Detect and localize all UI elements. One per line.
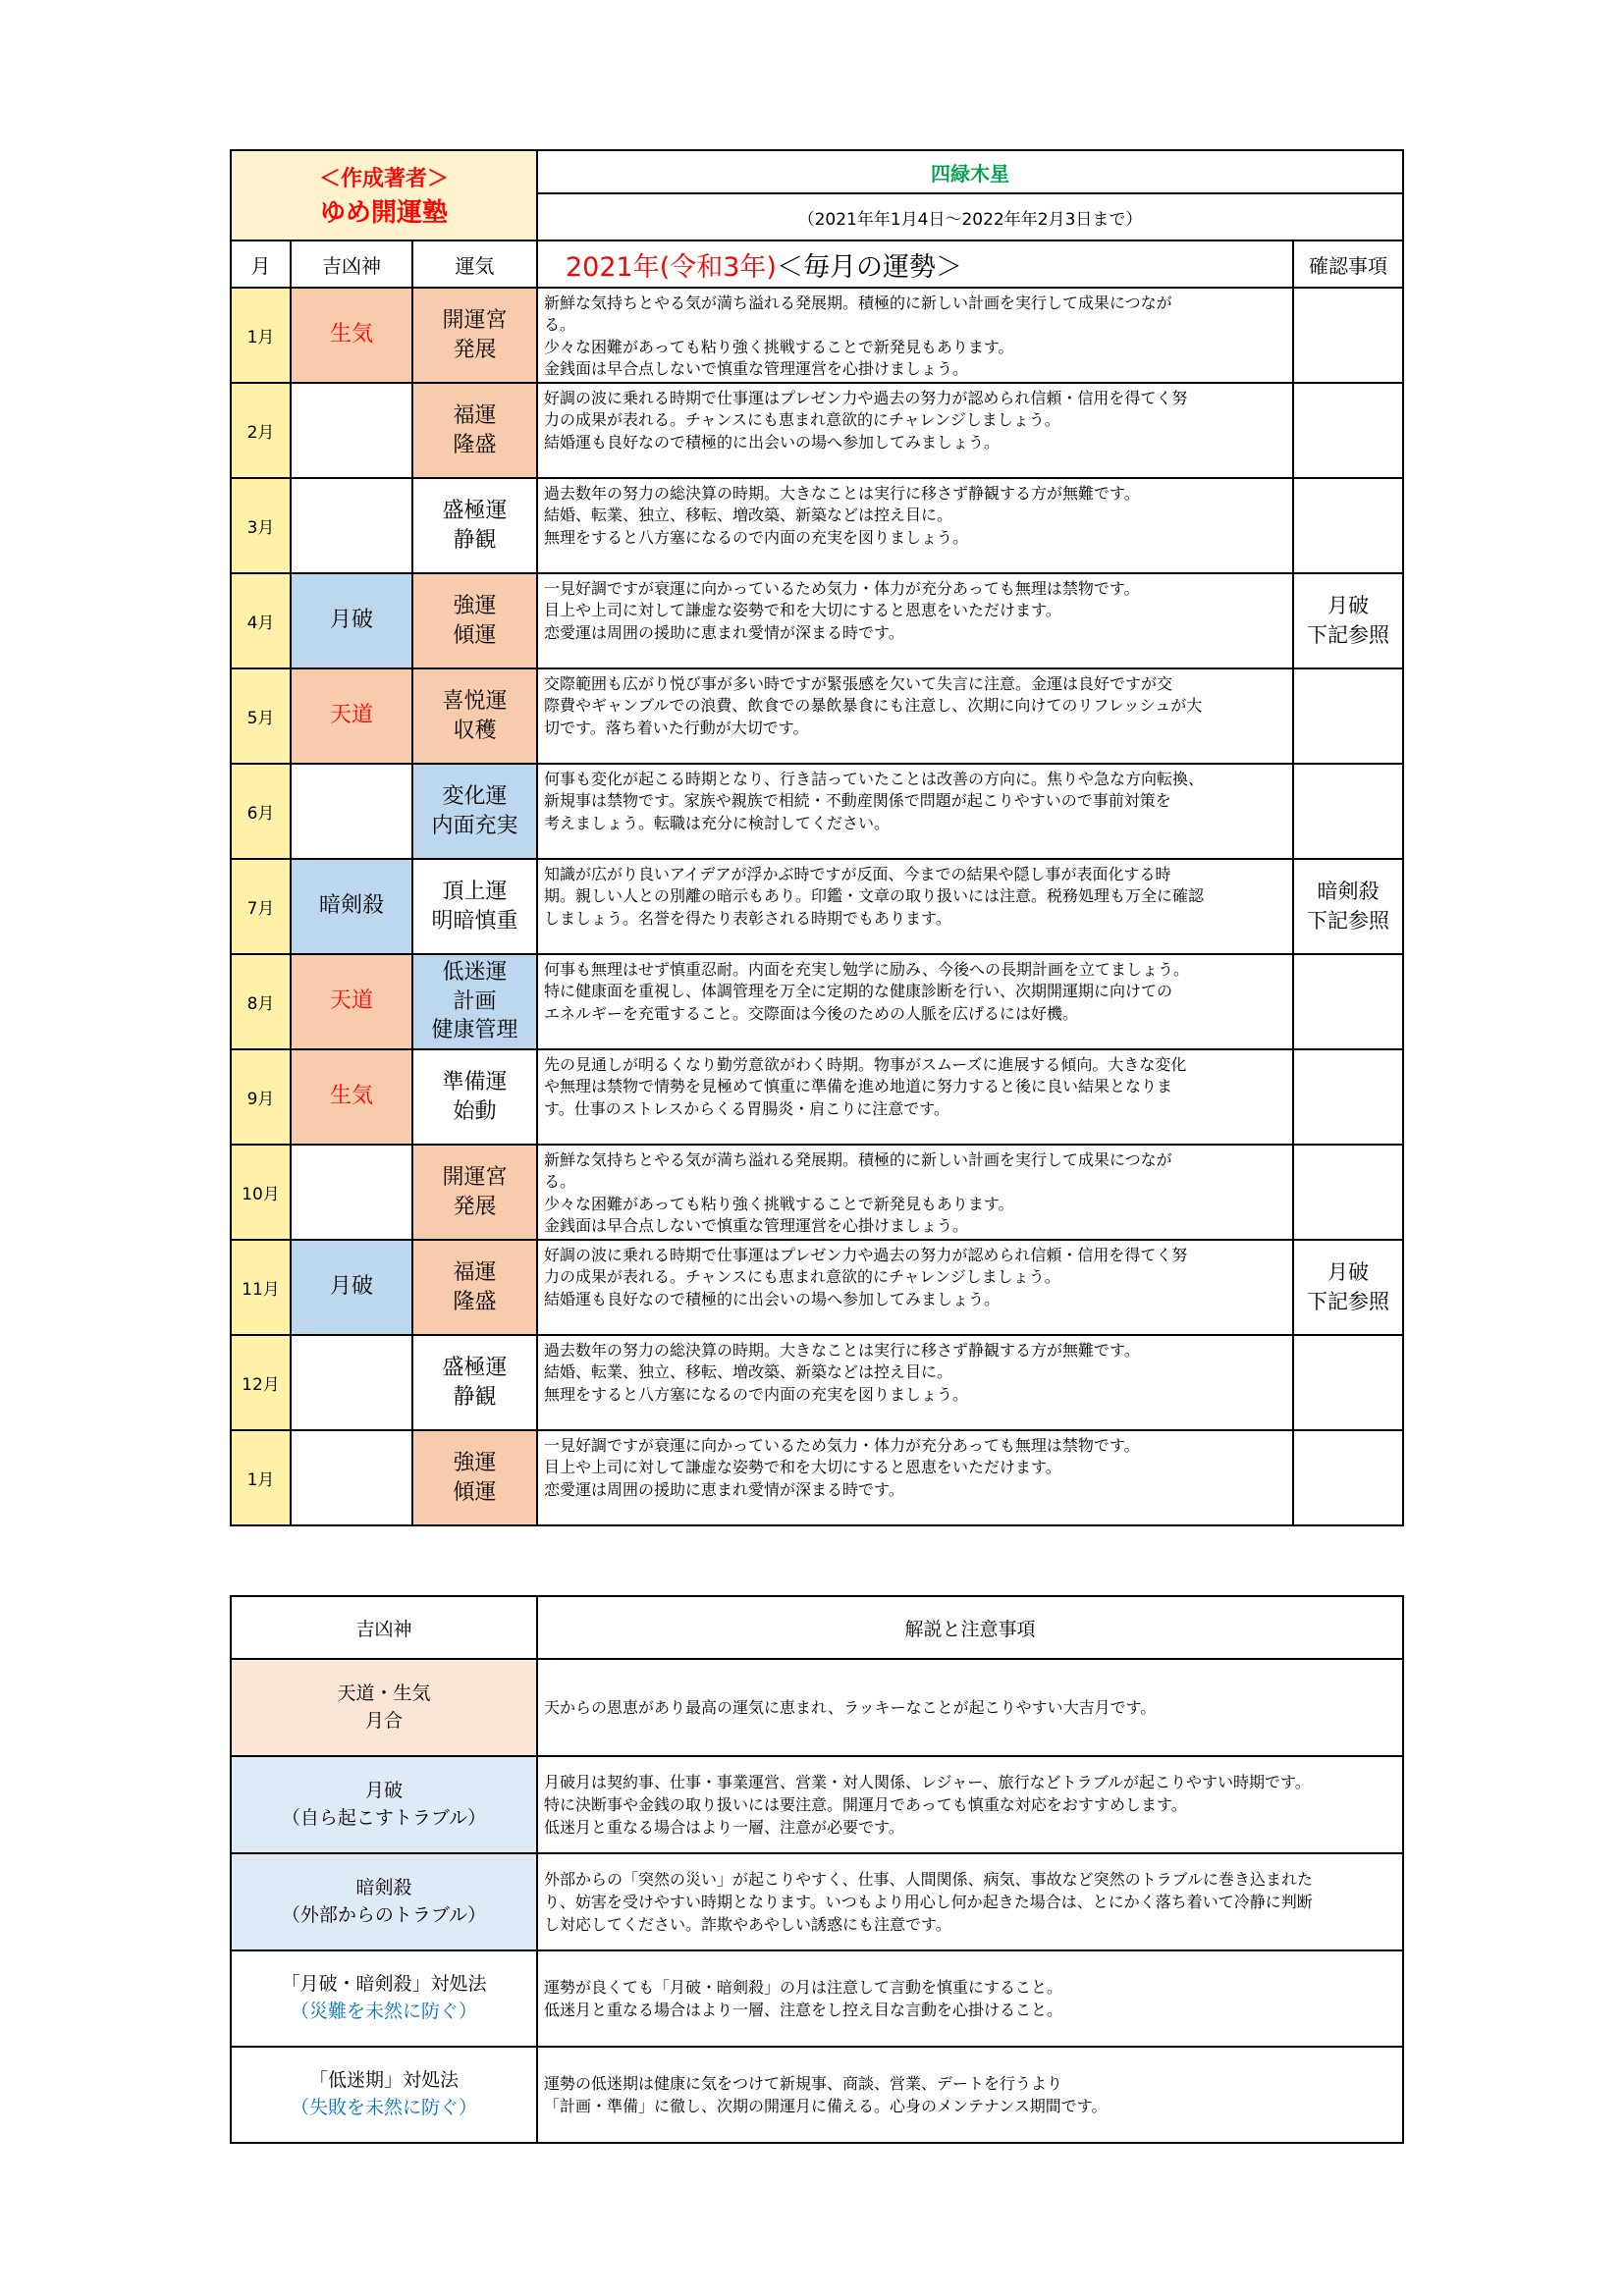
author-block xyxy=(231,150,537,240)
month-cell: 9月 xyxy=(231,1049,291,1145)
month-row xyxy=(231,1430,1403,1525)
description-cell xyxy=(537,954,1293,1049)
check-line: 月破 xyxy=(1327,1260,1369,1285)
period-text: （2021年年1月4日～2022年年2月3日まで） xyxy=(537,193,1403,240)
legend-description-cell xyxy=(537,2047,1403,2143)
check-cell xyxy=(1293,1049,1403,1145)
description-line: 新鮮な気持ちとやる気が満ち溢れる発展期。積極的に新しい計画を実行して成果につなが xyxy=(544,1150,1172,1169)
description-line: 新鮮な気持ちとやる気が満ち溢れる発展期。積極的に新しい計画を実行して成果につなが xyxy=(544,294,1172,312)
month-row xyxy=(231,1335,1403,1430)
fortune-line: 頂上運 xyxy=(442,879,508,904)
fortune-line: 盛極運 xyxy=(442,1355,508,1380)
legend-label-cell xyxy=(231,1756,537,1853)
month-row xyxy=(231,478,1403,573)
description-line: 無理をすると八方塞になるので内面の充実を図りましょう。 xyxy=(544,527,969,547)
description-line: 際費やギャンブルでの浪費、飲食での暴飲暴食にも注意し、次期に向けてのリフレッシュが大 xyxy=(544,696,1203,716)
description-line: 交際範囲も広がり悦び事が多い時ですが緊張感を欠いて失言に注意。金運は良好ですが交 xyxy=(544,674,1173,693)
description-line: 結婚運も良好なので積極的に出会いの場へ参加してみましょう。 xyxy=(544,1289,1001,1308)
month-cell: 1月 xyxy=(231,1430,291,1525)
description-line: 好調の波に乗れる時期で仕事運はプレゼン力や過去の努力が認められ信頼・信用を得てく努 xyxy=(544,1246,1188,1264)
check-cell xyxy=(1293,383,1403,478)
monthly-fortune-table xyxy=(230,149,1404,1526)
check-cell xyxy=(1293,573,1403,668)
description-line: 目上や上司に対して謙虚な姿勢で和を大切にすると恩恵をいただけます。 xyxy=(544,601,1061,620)
legend-row xyxy=(231,1950,1403,2047)
fortune-line: 隆盛 xyxy=(453,432,497,457)
description-line: 結婚、転業、独立、移転、増改築、新築などは控え目に。 xyxy=(544,506,953,525)
legend-description-line: 月破月は契約事、仕事・事業運営、営業・対人関係、レジャー、旅行などトラブルが起こりやすい時期です。 xyxy=(544,1772,1311,1791)
fortune-cell xyxy=(412,1240,537,1335)
month-cell: 10月 xyxy=(231,1145,291,1240)
luck-god-cell xyxy=(291,1145,412,1240)
description-line: 力の成果が表れる。チャンスにも恵まれ意欲的にチャレンジしましょう。 xyxy=(544,410,1060,430)
luck-god-cell xyxy=(291,1335,412,1430)
fortune-line: 福運 xyxy=(453,402,497,428)
title-year: 2021年(令和3年) xyxy=(566,251,777,283)
check-cell xyxy=(1293,764,1403,859)
legend-label-line: 天道・生気 xyxy=(337,1682,431,1704)
description-cell xyxy=(537,1430,1293,1525)
header-month: 月 xyxy=(231,240,291,288)
luck-god-cell xyxy=(291,478,412,573)
description-line: エネルギーを充電すること。交際面は今後のための人脈を広げるには好機。 xyxy=(544,1003,1079,1023)
fortune-line: 強運 xyxy=(453,1450,497,1475)
luck-god-cell xyxy=(291,764,412,859)
month-cell: 11月 xyxy=(231,1240,291,1335)
fortune-line: 喜悦運 xyxy=(442,688,508,714)
month-cell: 7月 xyxy=(231,859,291,954)
legend-label-line: 「月破・暗剣殺」対処法 xyxy=(281,1973,487,1996)
legend-description-cell xyxy=(537,1950,1403,2047)
description-line: 無理をすると八方塞になるので内面の充実を図りましょう。 xyxy=(544,1384,969,1404)
month-cell: 6月 xyxy=(231,764,291,859)
month-cell: 2月 xyxy=(231,383,291,478)
legend-sublabel: （災難を未然に防ぐ） xyxy=(290,2001,477,2022)
description-cell xyxy=(537,764,1293,859)
fortune-line: 盛極運 xyxy=(442,498,508,523)
description-line: 過去数年の努力の総決算の時期。大きなことは実行に移さず静観する方が無難です。 xyxy=(544,484,1140,503)
legend-label-cell xyxy=(231,1853,537,1950)
author-label: ＜作成著者＞ xyxy=(318,167,449,191)
fortune-cell xyxy=(412,668,537,764)
description-line: 一見好調ですが衰運に向かっているため気力・体力が充分あっても無理は禁物です。 xyxy=(544,579,1140,598)
fortune-cell xyxy=(412,1049,537,1145)
description-line: 特に健康面を重視し、体調管理を万全に定期的な健康診断を行い、次期開運期に向けての xyxy=(544,982,1173,1001)
legend-label-line: （外部からのトラブル） xyxy=(281,1903,487,1926)
header-check: 確認事項 xyxy=(1293,240,1403,288)
description-line: 先の見通しが明るくなり勤労意欲がわく時期。物事がスムーズに進展する傾向。大きな変化 xyxy=(544,1055,1187,1074)
header-fortune: 運気 xyxy=(412,240,537,288)
description-line: 知識が広がり良いアイデアが浮かぶ時ですが反面、今までの結果や隠し事が表面化する時 xyxy=(544,865,1171,883)
month-row xyxy=(231,383,1403,478)
legend-description-line: 特に決断事や金銭の取り扱いには要注意。開運月であっても慎重な対応をおすすめします。 xyxy=(544,1794,1187,1814)
description-line: 結婚、転業、独立、移転、増改築、新築などは控え目に。 xyxy=(544,1362,953,1382)
fortune-line: 明暗慎重 xyxy=(431,908,518,934)
month-row xyxy=(231,573,1403,668)
description-line: 結婚運も良好なので積極的に出会いの場へ参加してみましょう。 xyxy=(544,432,1001,452)
fortune-cell xyxy=(412,573,537,668)
description-cell xyxy=(537,668,1293,764)
legend-label-line: 暗剣殺 xyxy=(355,1876,412,1898)
month-row xyxy=(231,954,1403,1049)
description-cell xyxy=(537,1145,1293,1240)
luck-god-cell: 月破 xyxy=(291,1240,412,1335)
fortune-cell xyxy=(412,383,537,478)
check-cell xyxy=(1293,859,1403,954)
legend-header-desc: 解説と注意事項 xyxy=(537,1596,1403,1659)
legend-label-cell xyxy=(231,2047,537,2143)
legend-description-line: 天からの恩恵があり最高の運気に恵まれ、ラッキーなことが起こりやすい大吉月です。 xyxy=(544,1697,1157,1717)
fortune-line: 発展 xyxy=(453,337,497,362)
fortune-line: 傾運 xyxy=(453,1479,497,1505)
description-cell xyxy=(537,478,1293,573)
legend-description-line: 運勢の低迷期は健康に気をつけて新規事、商談、営業、デートを行うより xyxy=(544,2073,1063,2093)
luck-god-cell: 生気 xyxy=(291,288,412,383)
legend-description-cell xyxy=(537,1853,1403,1950)
description-line: 何事も無理はせず慎重忍耐。内面を充実し勉学に励み、今後への長期計画を立てましょう。 xyxy=(544,960,1189,979)
luck-god-cell: 月破 xyxy=(291,573,412,668)
legend-label-cell xyxy=(231,1950,537,2047)
month-row xyxy=(231,1049,1403,1145)
description-cell xyxy=(537,383,1293,478)
description-line: 一見好調ですが衰運に向かっているため気力・体力が充分あっても無理は禁物です。 xyxy=(544,1436,1140,1455)
legend-row xyxy=(231,2047,1403,2143)
legend-header-god: 吉凶神 xyxy=(231,1596,537,1659)
description-line: 少々な困難があっても粘り強く挑戦することで新発見もあります。 xyxy=(544,337,1014,356)
legend-row xyxy=(231,1659,1403,1756)
luck-god-cell xyxy=(291,1430,412,1525)
month-cell: 4月 xyxy=(231,573,291,668)
check-cell xyxy=(1293,1430,1403,1525)
fortune-line: 健康管理 xyxy=(431,1018,518,1043)
legend-label-line: 月合 xyxy=(364,1709,403,1732)
description-line: や無理は禁物で情勢を見極めて慎重に準備を進め地道に努力すると後に良い結果となりま xyxy=(544,1077,1173,1096)
fortune-line: 開運宮 xyxy=(442,307,508,333)
fortune-cell xyxy=(412,288,537,383)
fortune-line: 隆盛 xyxy=(453,1289,497,1314)
legend-description-line: 低迷月と重なる場合はより一層、注意が必要です。 xyxy=(544,1818,904,1838)
description-line: 金銭面は早合点しないで慎重な管理運営を心掛けましょう。 xyxy=(544,1216,969,1236)
description-line: 金銭面は早合点しないで慎重な管理運営を心掛けましょう。 xyxy=(544,359,969,379)
description-line: 期。親しい人との別離の暗示もあり。印鑑・文章の取り扱いには注意。税務処理も万全に確認 xyxy=(544,886,1205,906)
legend-label-line: 月破 xyxy=(364,1779,403,1801)
description-line: しましょう。名誉を得たり表彰される時期でもあります。 xyxy=(544,908,951,928)
description-line: 力の成果が表れる。チャンスにも恵まれ意欲的にチャレンジしましょう。 xyxy=(544,1267,1060,1287)
fortune-cell xyxy=(412,764,537,859)
fortune-line: 静観 xyxy=(453,527,497,553)
legend-description-line: 「計画・準備」に徹し、次期の開運月に備える。心身のメンテナンス期間です。 xyxy=(544,2097,1108,2115)
legend-description-line: 運勢が良くても「月破・暗剣殺」の月は注意して言動を慎重にすること。 xyxy=(544,1977,1063,1997)
luck-god-cell xyxy=(291,383,412,478)
legend-table xyxy=(230,1595,1404,2144)
check-line: 下記参照 xyxy=(1307,1289,1389,1313)
description-cell xyxy=(537,859,1293,954)
header-luck-god: 吉凶神 xyxy=(291,240,412,288)
month-row xyxy=(231,764,1403,859)
luck-god-cell: 暗剣殺 xyxy=(291,859,412,954)
description-cell xyxy=(537,288,1293,383)
description-cell xyxy=(537,1240,1293,1335)
legend-description-line: し対応してください。詐欺やあやしい誘惑にも注意です。 xyxy=(544,1915,951,1935)
description-line: 少々な困難があっても粘り強く挑戦することで新発見もあります。 xyxy=(544,1194,1014,1213)
title-rest: ＜毎月の運勢＞ xyxy=(776,251,962,283)
check-line: 下記参照 xyxy=(1307,622,1389,647)
fortune-line: 低迷運 xyxy=(442,959,508,985)
description-line: 何事も変化が起こる時期となり、行き詰っていたことは改善の方向に。焦りや急な方向転換、 xyxy=(544,770,1205,788)
check-cell xyxy=(1293,668,1403,764)
fortune-line: 始動 xyxy=(453,1098,497,1124)
description-cell xyxy=(537,573,1293,668)
fortune-line: 発展 xyxy=(453,1194,497,1219)
luck-god-cell: 天道 xyxy=(291,954,412,1049)
month-cell: 12月 xyxy=(231,1335,291,1430)
legend-row xyxy=(231,1756,1403,1853)
legend-row xyxy=(231,1853,1403,1950)
description-line: 好調の波に乗れる時期で仕事運はプレゼン力や過去の努力が認められ信頼・信用を得てく努 xyxy=(544,389,1188,407)
author-name: ゆめ開運塾 xyxy=(319,198,448,228)
month-row xyxy=(231,1145,1403,1240)
description-line: す。仕事のストレスからくる胃腸炎・肩こりに注意です。 xyxy=(544,1098,949,1118)
description-line: 切です。落ち着いた行動が大切です。 xyxy=(544,718,809,737)
check-cell xyxy=(1293,478,1403,573)
legend-description-line: 低迷月と重なる場合はより一層、注意をし控え目な言動を心掛けること。 xyxy=(544,2001,1063,2019)
page-title xyxy=(537,240,1293,288)
description-line: る。 xyxy=(544,1172,576,1192)
check-line: 暗剣殺 xyxy=(1317,880,1380,904)
fortune-line: 変化運 xyxy=(442,783,508,809)
description-line: 新規事は禁物です。家族や親族で相続・不動産関係で問題が起こりやすいので事前対策を xyxy=(544,791,1171,811)
fortune-cell xyxy=(412,954,537,1049)
check-cell xyxy=(1293,954,1403,1049)
fortune-cell xyxy=(412,859,537,954)
fortune-cell xyxy=(412,1335,537,1430)
fortune-line: 内面充実 xyxy=(431,813,518,838)
fortune-line: 傾運 xyxy=(453,622,497,648)
month-row xyxy=(231,859,1403,954)
month-row xyxy=(231,668,1403,764)
fortune-line: 静観 xyxy=(453,1384,497,1410)
luck-god-cell: 生気 xyxy=(291,1049,412,1145)
legend-description-line: り、妨害を受けやすい時期となります。いつもより用心し何か起きた場合は、とにかく落ち着いて冷静に判断 xyxy=(544,1892,1313,1911)
month-cell: 5月 xyxy=(231,668,291,764)
description-line: 考えましょう。転職は充分に検討してください。 xyxy=(544,813,891,832)
check-line: 月破 xyxy=(1327,594,1369,618)
check-cell xyxy=(1293,1335,1403,1430)
fortune-line: 収穫 xyxy=(453,718,497,743)
description-line: 過去数年の努力の総決算の時期。大きなことは実行に移さず静観する方が無難です。 xyxy=(544,1341,1140,1360)
month-row xyxy=(231,288,1403,383)
fortune-line: 強運 xyxy=(453,593,497,618)
check-line: 下記参照 xyxy=(1307,908,1389,933)
fortune-line: 準備運 xyxy=(442,1069,508,1095)
legend-description-line: 外部からの「突然の災い」が起こりやすく、仕事、人間関係、病気、事故など突然のトラブルに巻き込まれた xyxy=(544,1869,1314,1889)
fortune-line: 福運 xyxy=(453,1259,497,1285)
month-cell: 8月 xyxy=(231,954,291,1049)
check-cell xyxy=(1293,288,1403,383)
description-line: 恋愛運は周囲の援助に恵まれ愛情が深まる時です。 xyxy=(544,622,904,642)
fortune-cell xyxy=(412,478,537,573)
fortune-cell xyxy=(412,1430,537,1525)
luck-god-cell: 天道 xyxy=(291,668,412,764)
legend-label-line: （自ら起こすトラブル） xyxy=(281,1806,487,1829)
description-cell xyxy=(537,1049,1293,1145)
fortune-cell xyxy=(412,1145,537,1240)
description-cell xyxy=(537,1335,1293,1430)
legend-label-cell xyxy=(231,1659,537,1756)
legend-label-line: 「低迷期」対処法 xyxy=(308,2069,459,2092)
check-cell xyxy=(1293,1240,1403,1335)
legend-description-cell xyxy=(537,1659,1403,1756)
fortune-line: 開運宮 xyxy=(442,1164,508,1190)
description-line: る。 xyxy=(544,315,576,335)
description-line: 目上や上司に対して謙虚な姿勢で和を大切にすると恩恵をいただけます。 xyxy=(544,1458,1061,1477)
star-name: 四緑木星 xyxy=(537,150,1403,193)
fortune-line: 計画 xyxy=(453,988,497,1014)
month-cell: 3月 xyxy=(231,478,291,573)
month-row xyxy=(231,1240,1403,1335)
description-line: 恋愛運は周囲の援助に恵まれ愛情が深まる時です。 xyxy=(544,1479,904,1499)
check-cell xyxy=(1293,1145,1403,1240)
legend-sublabel: （失敗を未然に防ぐ） xyxy=(290,2097,477,2118)
month-cell: 1月 xyxy=(231,288,291,383)
legend-description-cell xyxy=(537,1756,1403,1853)
